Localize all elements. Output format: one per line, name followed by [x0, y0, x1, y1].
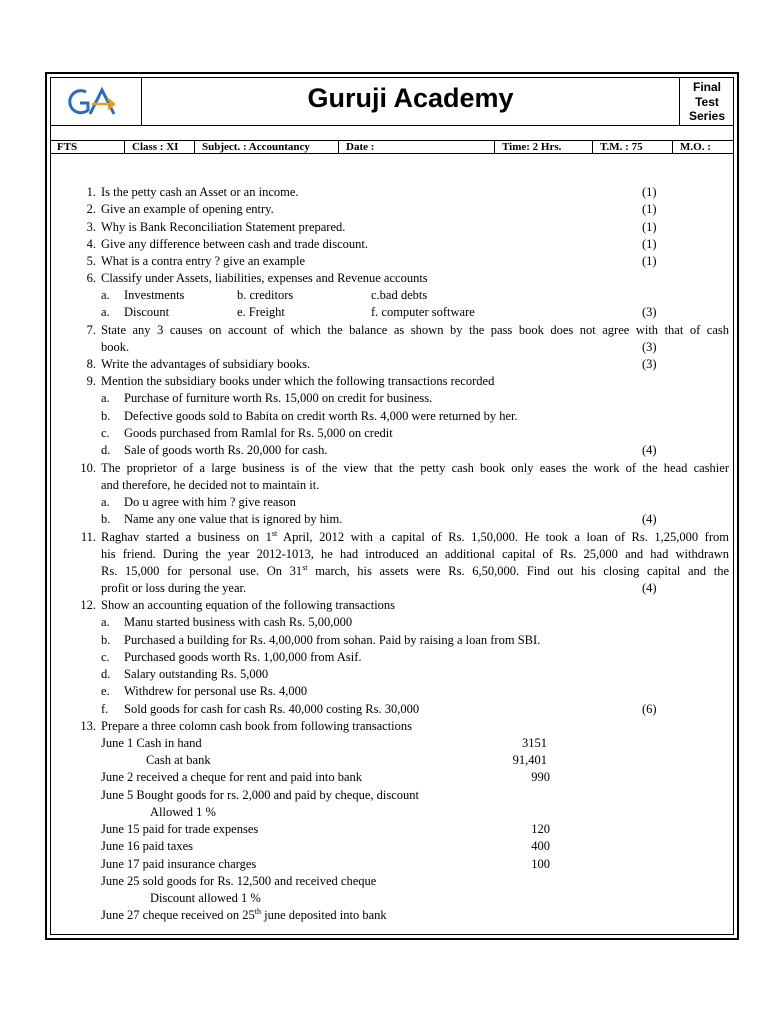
time-label: Time: 2 Hrs.	[494, 141, 592, 153]
question-11-line-1: Raghav started a business on 1st April, 2012 with a capital of Rs. 1,50,000. He took a loan of Rs. 1,25,000 from	[101, 528, 729, 544]
question-7-line-1: State any 3 causes on account of which the balance as shown by the pass book does not agree with that of cash	[101, 323, 729, 337]
academy-logo	[66, 86, 122, 120]
class-label: Class : XI	[124, 141, 194, 153]
header-divider	[50, 125, 734, 126]
fts-label: FTS	[57, 141, 78, 153]
total-marks-label: T.M. : 75	[592, 141, 672, 153]
exam-info-row	[50, 140, 734, 154]
question-10-line-1: The proprietor of a large business is of the view that the petty cash book only eases the work of the head cashier	[101, 461, 729, 475]
question-11-line-2: his friend. During the year 2012-1013, he had introduced an additional capital of Rs. 25,000 and had withdrawn	[101, 547, 729, 561]
question-11-line-3: Rs. 15,000 for personal use. On 31st march, his assets were Rs. 6,50,000. Find out his closing capital and the	[101, 562, 729, 578]
subject-label: Subject. : Accountancy	[194, 141, 338, 153]
date-label: Date :	[338, 141, 494, 153]
series-label: Final Test Series	[688, 80, 726, 123]
marks-obtained-label: M.O. :	[672, 141, 734, 153]
page-title: Guruji Academy	[307, 83, 514, 113]
